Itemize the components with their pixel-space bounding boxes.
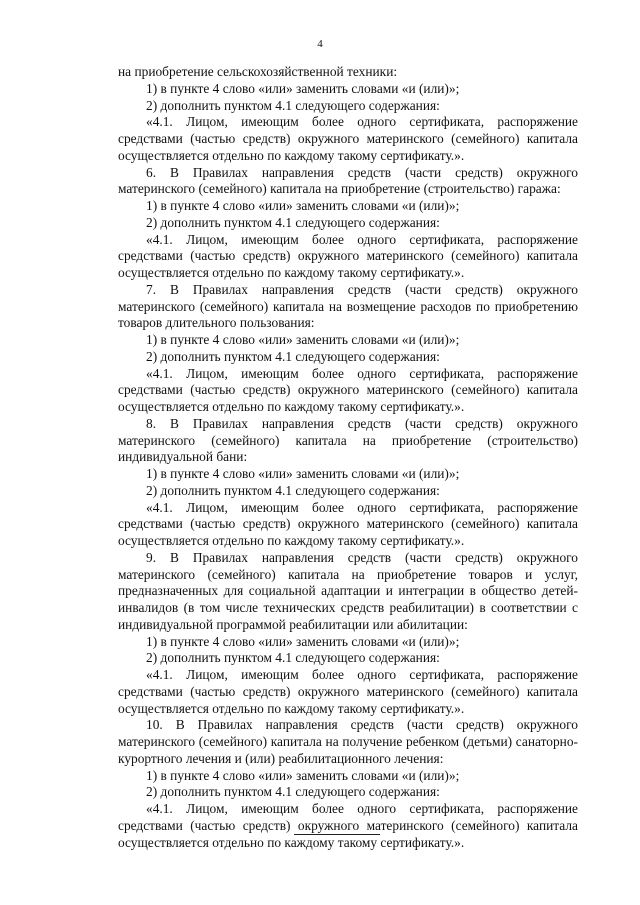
document-body [118,64,578,851]
paragraph: «4.1. Лицом, имеющим более одного сертификата, распоряжение средствами (частью средств) окружного материнского (семейного) капитала осуществляется отдельно по каждому такому сертификату.». [118,667,578,716]
paragraph: 1) в пункте 4 слово «или» заменить словами «и (или)»; [146,332,460,347]
paragraph: «4.1. Лицом, имеющим более одного сертификата, распоряжение средствами (частью средств) окружного материнского (семейного) капитала осуществляется отдельно по каждому такому сертификату.». [118,114,578,163]
end-of-document-rule [294,834,380,835]
paragraph: 2) дополнить пунктом 4.1 следующего содержания: [146,348,440,364]
paragraph: 2) дополнить пунктом 4.1 следующего содержания: [146,650,440,666]
paragraph: 8. В Правилах направления средств (части средств) окружного материнского (семейного) капитала на приобретение (строительство) индивидуальной бани: [118,415,578,465]
paragraph: «4.1. Лицом, имеющим более одного сертификата, распоряжение средствами (частью средств) окружного материнского (семейного) капитала осуществляется отдельно по каждому такому сертификату.». [118,801,578,850]
paragraph: 7. В Правилах направления средств (части средств) окружного материнского (семейного) капитала на возмещение расходов по приобретению товаров длительного пользования: [118,281,578,331]
page-number: 4 [317,38,323,50]
paragraph: 1) в пункте 4 слово «или» заменить словами «и (или)»; [146,198,460,213]
paragraph: «4.1. Лицом, имеющим более одного сертификата, распоряжение средствами (частью средств) окружного материнского (семейного) капитала осуществляется отдельно по каждому такому сертификату.». [118,231,578,280]
paragraph: 2) дополнить пунктом 4.1 следующего содержания: [146,482,440,498]
paragraph: 1) в пункте 4 слово «или» заменить словами «и (или)»; [146,767,460,783]
paragraph: 2) дополнить пунктом 4.1 следующего содержания: [146,784,440,800]
paragraph: «4.1. Лицом, имеющим более одного сертификата, распоряжение средствами (частью средств) окружного материнского (семейного) капитала осуществляется отдельно по каждому такому сертификату.». [118,365,578,414]
paragraph: 2) дополнить пунктом 4.1 следующего содержания: [146,214,440,230]
paragraph: 10. В Правилах направления средств (части средств) окружного материнского (семейного) капитала на получение ребенком (детьми) санаторно-курортного лечения и (или) реабилитационного лечения: [118,717,578,766]
paragraph: 2) дополнить пунктом 4.1 следующего содержания: [146,97,440,113]
paragraph: 1) в пункте 4 слово «или» заменить словами «и (или)»; [146,466,460,481]
paragraph: 6. В Правилах направления средств (части средств) окружного материнского (семейного) капитала на приобретение (строительство) гаража: [118,164,578,197]
paragraph: 1) в пункте 4 слово «или» заменить словами «и (или)»; [146,80,460,96]
paragraph: 9. В Правилах направления средств (части средств) окружного материнского (семейного) капитала на приобретение товаров и услуг, предназначенных для социальной адаптации и интеграции в общество детей-инвалидов (в том числе технических средств реабилитации) в соответствии с индивидуальной программой реабилитации или абилитации: [118,549,578,632]
paragraph: 1) в пункте 4 слово «или» заменить словами «и (или)»; [146,633,460,649]
paragraph: на приобретение сельскохозяйственной техники: [118,64,398,79]
paragraph: «4.1. Лицом, имеющим более одного сертификата, распоряжение средствами (частью средств) окружного материнского (семейного) капитала осуществляется отдельно по каждому такому сертификату.». [118,499,578,548]
